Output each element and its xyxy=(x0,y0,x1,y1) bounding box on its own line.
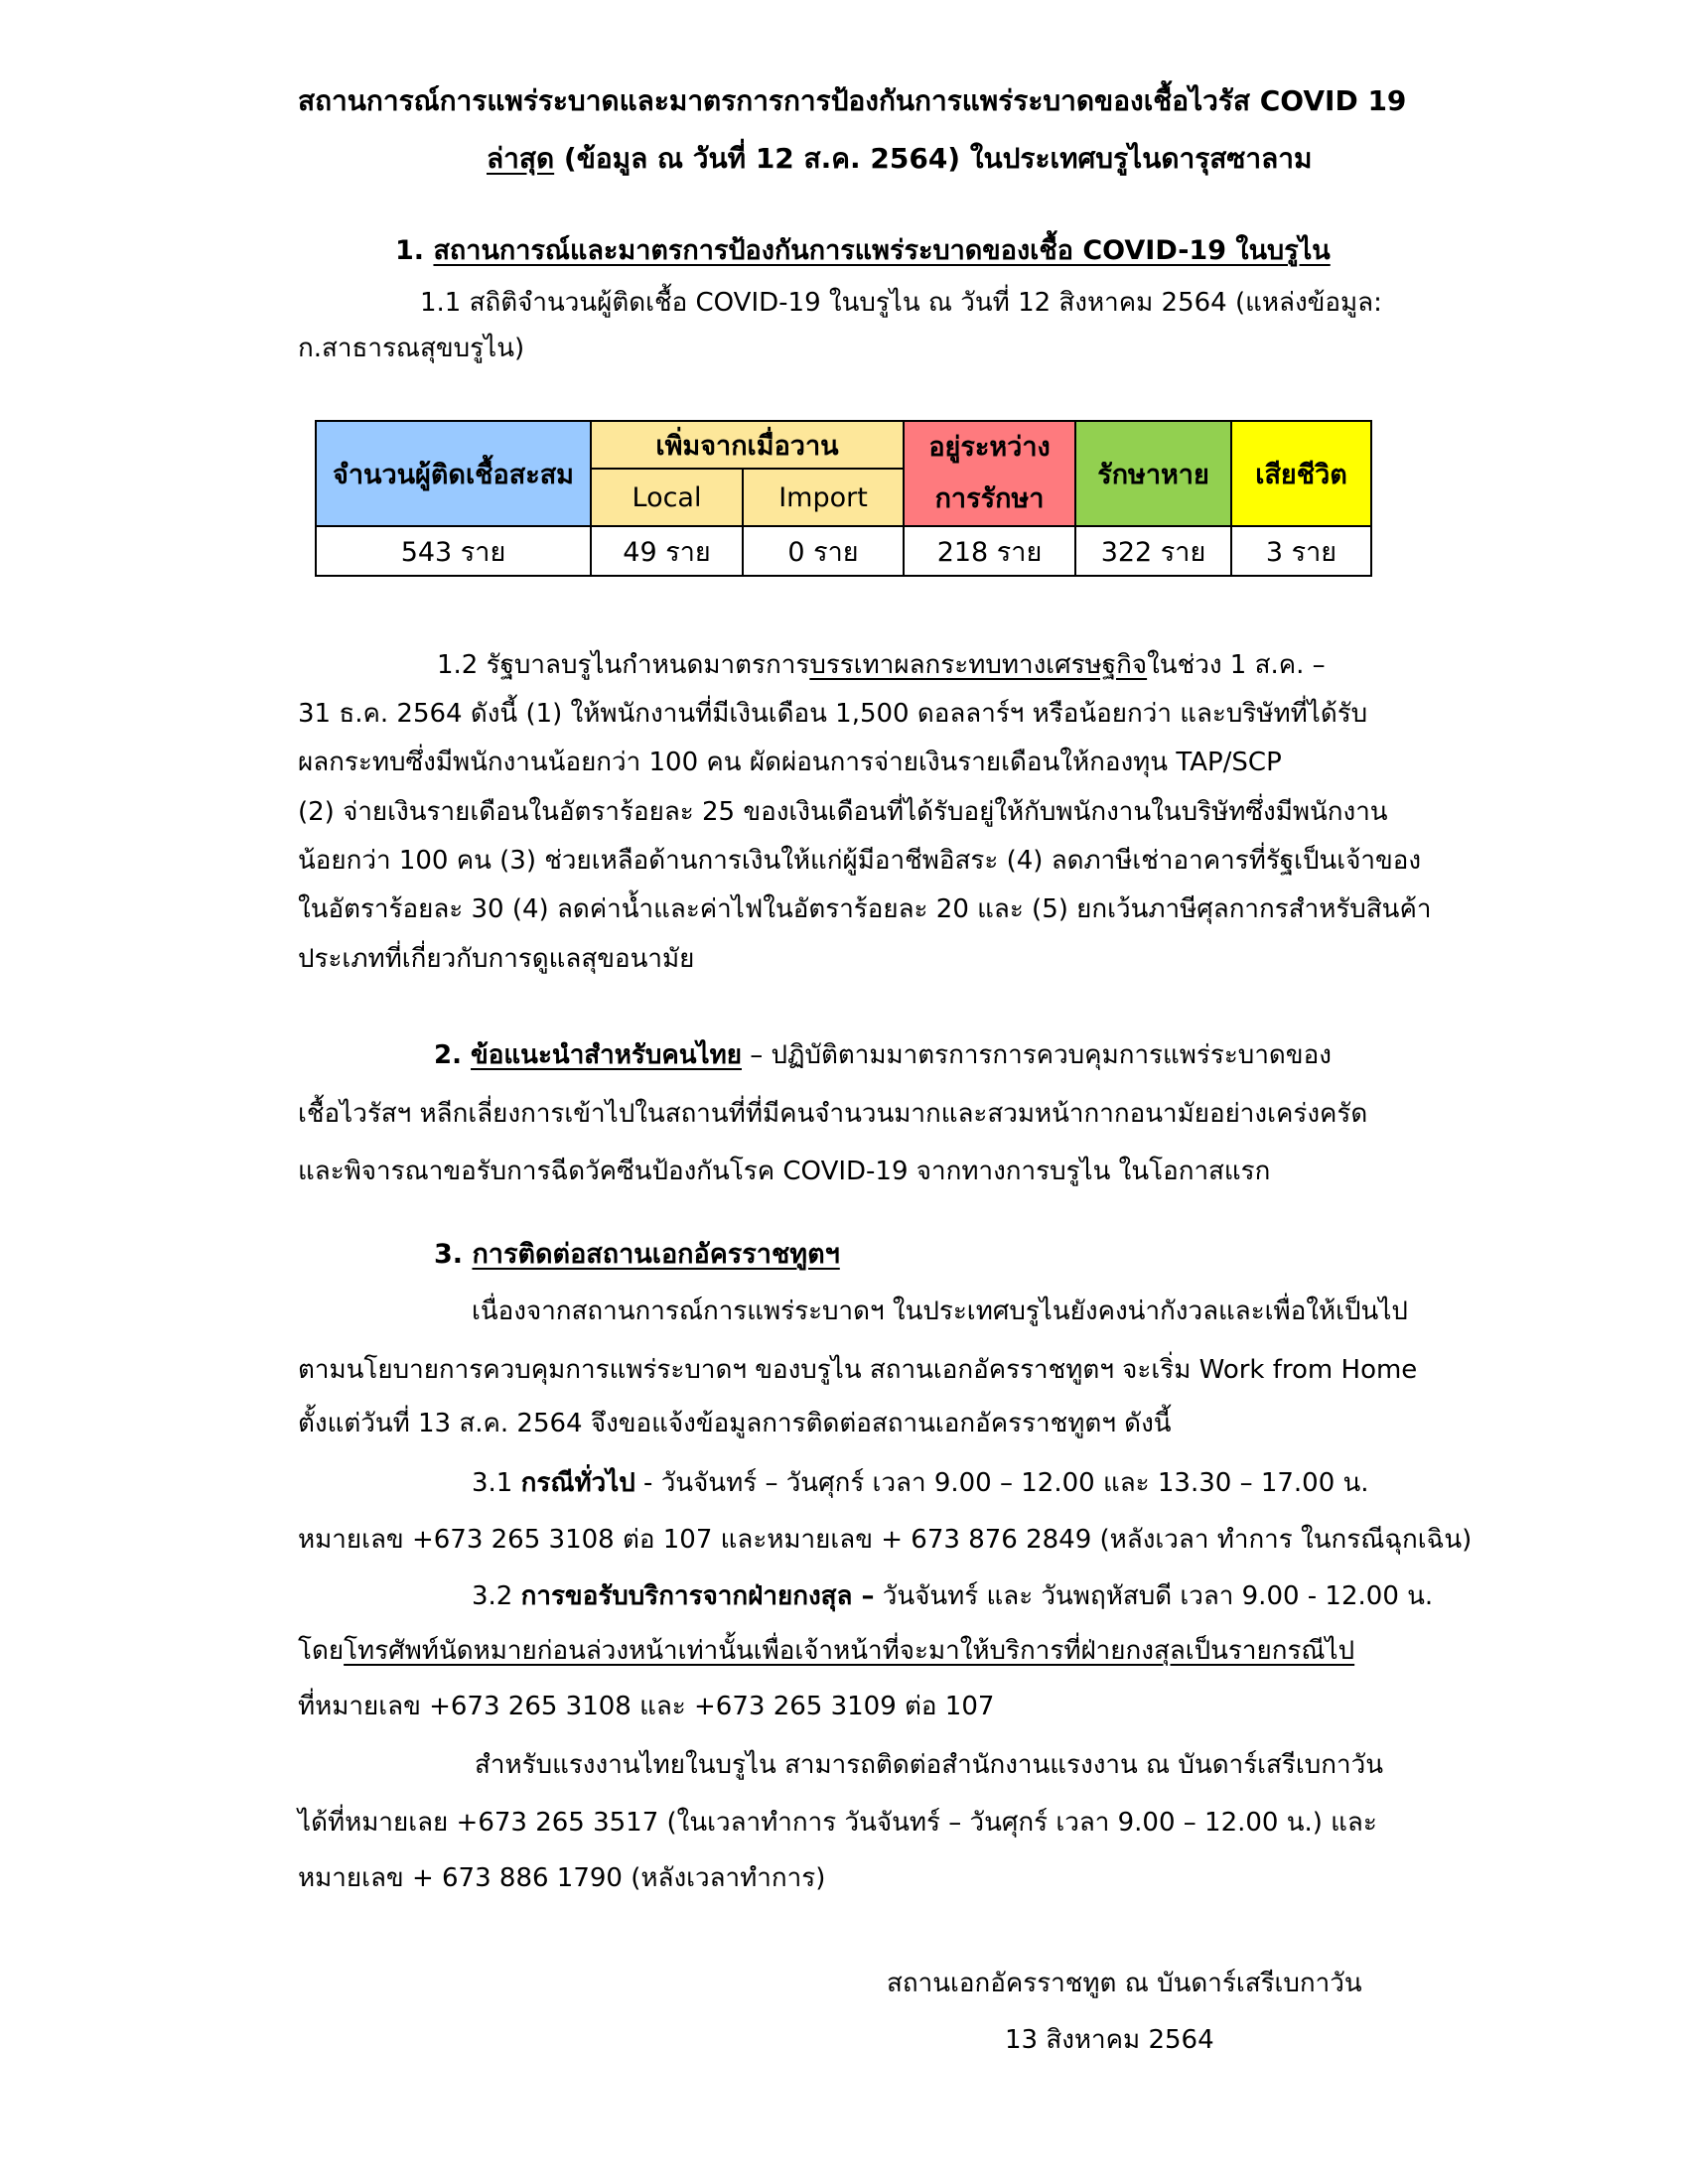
section1-2-body-line: ประเภทที่เกี่ยวกับการดูแลสุขอนามัย xyxy=(298,944,695,974)
section2-heading: ข้อแนะนำสำหรับคนไทย xyxy=(471,1040,742,1070)
section2-line1 xyxy=(434,1037,1332,1073)
section3-intro-line: ตามนโยบายการควบคุมการแพร่ระบาดฯ ของบรูไน สถานเอกอัครราชทูตฯ จะเริ่ม Work from Home xyxy=(298,1355,1418,1385)
header-local: Local xyxy=(591,469,743,526)
section1-number: 1. xyxy=(395,235,434,266)
value-treatment: 218 ราย xyxy=(904,526,1075,576)
header-treatment-line2: การรักษา xyxy=(934,483,1045,514)
header-treatment-line1: อยู่ระหว่าง xyxy=(928,432,1051,463)
value-recovered: 322 ราย xyxy=(1075,526,1231,576)
section3-1-line2: หมายเลข +673 265 3108 ต่อ 107 และหมายเลข + 673 876 2849 (หลังเวลา ทำการ ในกรณีฉุกเฉิน) xyxy=(298,1525,1473,1555)
table-row xyxy=(316,526,1371,576)
section2-body-line: และพิจารณาขอรับการฉีดวัคซีนป้องกันโรค COVID-19 จากทางการบรูไน ในโอกาสแรก xyxy=(298,1157,1271,1186)
value-cumulative: 543 ราย xyxy=(316,526,591,576)
section1-2-prefix: 1.2 รัฐบาลบรูไนกำหนดมาตรการ xyxy=(437,650,810,680)
labor-contact-line: ได้ที่หมายเลย +673 265 3517 (ในเวลาทำการ วันจันทร์ – วันศุกร์ เวลา 9.00 – 12.00 น.) และ xyxy=(298,1808,1377,1838)
covid-stats-table xyxy=(315,420,1372,577)
header-cumulative: จำนวนผู้ติดเชื้อสะสม xyxy=(316,421,591,526)
header-increase: เพิ่มจากเมื่อวาน xyxy=(591,421,904,469)
title-date-country: (ข้อมูล ณ วันที่ 12 ส.ค. 2564) ในประเทศบรูไนดารุสซาลาม xyxy=(554,142,1313,175)
section3-2-line2-prefix: โดย xyxy=(298,1636,345,1666)
section1-2-line1 xyxy=(437,647,1326,683)
labor-contact-line: หมายเลข + 673 886 1790 (หลังเวลาทำการ) xyxy=(298,1863,826,1893)
section3-number: 3. xyxy=(434,1239,473,1270)
section3-2-number: 3.2 xyxy=(472,1581,521,1611)
section3-intro-line: เนื่องจากสถานการณ์การแพร่ระบาดฯ ในประเทศบรูไนยังคงน่ากังวลและเพื่อให้เป็นไป xyxy=(472,1297,1408,1326)
header-treatment xyxy=(904,421,1075,526)
section3-1-number: 3.1 xyxy=(472,1468,521,1498)
section1-1-line2: ก.สาธารณสุขบรูไน) xyxy=(298,334,525,363)
section1-2-body-line: ในอัตราร้อยละ 30 (4) ลดค่าน้ำและค่าไฟในอัตราร้อยละ 20 และ (5) ยกเว้นภาษีศุลกากรสำหรับสินค้า xyxy=(298,894,1432,924)
section2-number: 2. xyxy=(434,1040,472,1070)
section3-2-line1 xyxy=(472,1578,1433,1614)
value-import: 0 ราย xyxy=(743,526,904,576)
value-deaths: 3 ราย xyxy=(1231,526,1371,576)
section1-2-body-line: 31 ธ.ค. 2564 ดังนี้ (1) ให้พนักงานที่มีเงินเดือน 1,500 ดอลลาร์ฯ หรือน้อยกว่า และบริษัทที่ได้รับ xyxy=(298,699,1368,729)
document-title-line1: สถานการณ์การแพร่ระบาดและมาตรการการป้องกันการแพร่ระบาดของเชื้อไวรัส COVID 19 xyxy=(298,84,1407,117)
section1-2-body-line: (2) จ่ายเงินรายเดือนในอัตราร้อยละ 25 ของเงินเดือนที่ได้รับอยู่ให้กับพนักงานในบริษัทซึ่งมีพนักงาน xyxy=(298,797,1388,827)
header-deaths: เสียชีวิต xyxy=(1231,421,1371,526)
title-latest-label: ล่าสุด xyxy=(487,142,555,175)
section1-2-underlined: บรรเทาผลกระทบทางเศรษฐกิจ xyxy=(809,650,1148,680)
section3-2-rest: วันจันทร์ และ วันพฤหัสบดี เวลา 9.00 - 12.00 น. xyxy=(874,1581,1434,1611)
signature-date: 13 สิงหาคม 2564 xyxy=(1005,2025,1214,2055)
labor-contact-line: สำหรับแรงงานไทยในบรูไน สามารถติดต่อสำนักงานแรงงาน ณ บันดาร์เสรีเบกาวัน xyxy=(475,1750,1383,1780)
section3-heading xyxy=(434,1237,840,1273)
section2-body-line: เชื้อไวรัสฯ หลีกเลี่ยงการเข้าไปในสถานที่ที่มีคนจำนวนมากและสวมหน้ากากอนามัยอย่างเคร่งครัด xyxy=(298,1099,1368,1129)
header-import: Import xyxy=(743,469,904,526)
section1-2-suffix: ในช่วง 1 ส.ค. – xyxy=(1147,650,1326,680)
section3-2-heading: การขอรับบริการจากฝ่ายกงสุล – xyxy=(520,1581,875,1611)
header-recovered: รักษาหาย xyxy=(1075,421,1231,526)
section2-first-rest: – ปฏิบัติตามมาตรการการควบคุมการแพร่ระบาดของ xyxy=(741,1040,1332,1070)
section3-1-line1 xyxy=(472,1465,1369,1501)
signature-org: สถานเอกอัครราชทูต ณ บันดาร์เสรีเบกาวัน xyxy=(887,1969,1362,1998)
section3-2-line3: ที่หมายเลข +673 265 3108 และ +673 265 3109 ต่อ 107 xyxy=(298,1692,995,1721)
section1-heading-text: สถานการณ์และมาตรการป้องกันการแพร่ระบาดของเชื้อ COVID-19 ในบรูไน xyxy=(433,235,1331,266)
section3-2-line2-underlined: โทรศัพท์นัดหมายก่อนล่วงหน้าเท่านั้นเพื่อเจ้าหน้าที่จะมาให้บริการที่ฝ่ายกงสุลเป็นรายกรณีไป xyxy=(344,1636,1355,1666)
section1-2-body-line: น้อยกว่า 100 คน (3) ช่วยเหลือด้านการเงินให้แก่ผู้มีอาชีพอิสระ (4) ลดภาษีเช่าอาคารที่รัฐเป็นเจ้าของ xyxy=(298,846,1422,876)
document-title-line2 xyxy=(487,141,1312,177)
section3-2-line2 xyxy=(298,1633,1354,1669)
value-local: 49 ราย xyxy=(591,526,743,576)
section3-intro-line: ตั้งแต่วันที่ 13 ส.ค. 2564 จึงขอแจ้งข้อมูลการติดต่อสถานเอกอัครราชทูตฯ ดังนี้ xyxy=(298,1409,1172,1438)
section1-heading xyxy=(395,233,1331,269)
section1-1-line1: 1.1 สถิติจำนวนผู้ติดเชื้อ COVID-19 ในบรูไน ณ วันที่ 12 สิงหาคม 2564 (แหล่งข้อมูล: xyxy=(420,288,1382,318)
section3-heading-text: การติดต่อสถานเอกอัครราชทูตฯ xyxy=(472,1239,840,1270)
section3-1-heading: กรณีทั่วไป xyxy=(520,1468,635,1498)
section1-2-body-line: ผลกระทบซึ่งมีพนักงานน้อยกว่า 100 คน ผัดผ่อนการจ่ายเงินรายเดือนให้กองทุน TAP/SCP xyxy=(298,748,1282,777)
section3-1-rest: - วันจันทร์ – วันศุกร์ เวลา 9.00 – 12.00 และ 13.30 – 17.00 น. xyxy=(634,1468,1369,1498)
